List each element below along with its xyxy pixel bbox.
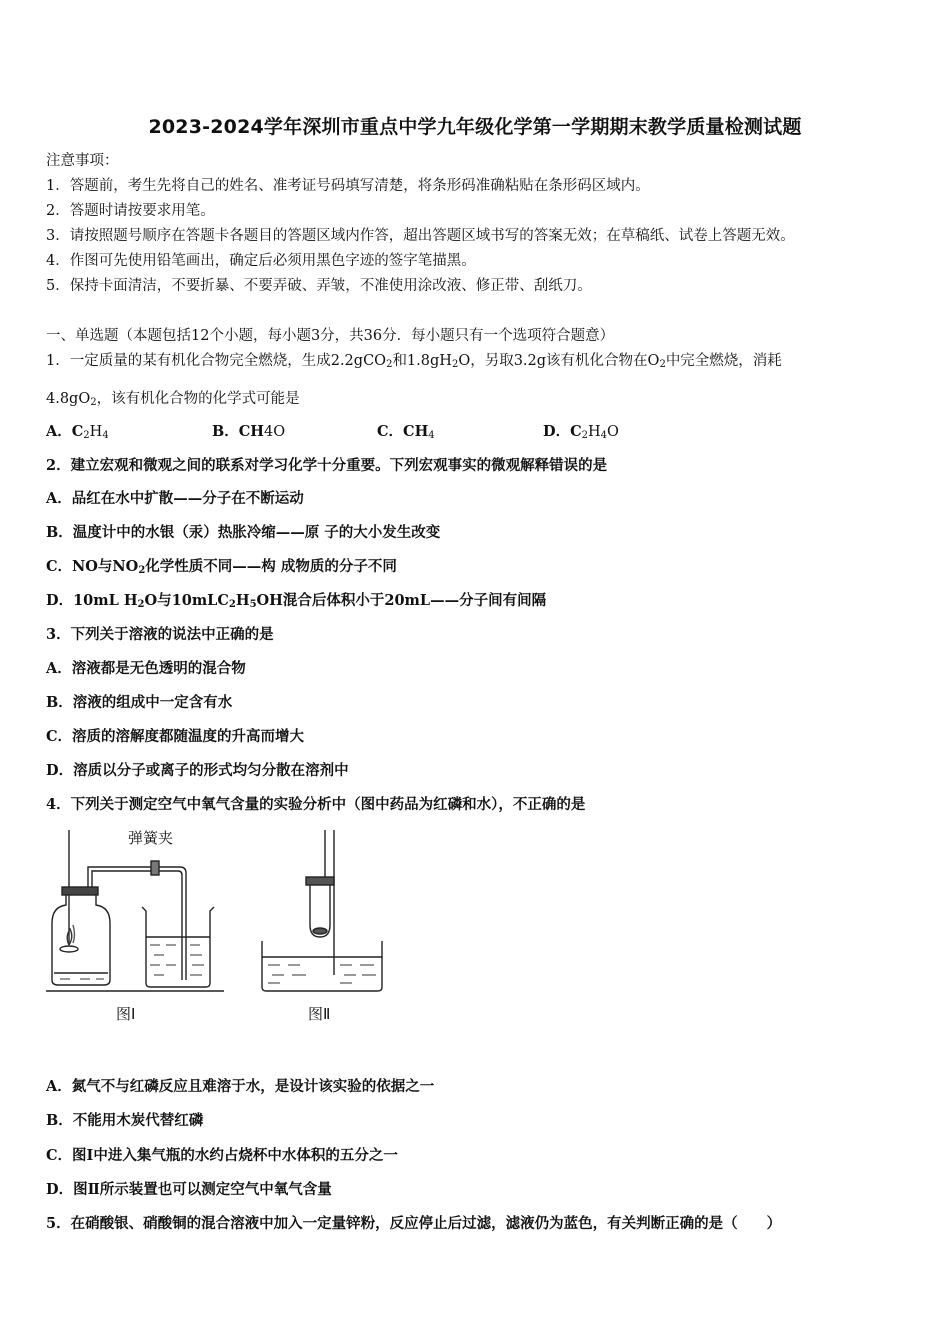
question-5-stem: 5．在硝酸银、硝酸铜的混合溶液中加入一定量锌粉，反应停止后过滤，滤液仍为蓝色，有关判断正确的是（ ）	[46, 1215, 782, 1232]
experiment-figure	[40, 825, 400, 1030]
question-3-option-a: A．溶液都是无色透明的混合物	[46, 660, 246, 677]
question-4-option-c: C．图Ⅰ中进入集气瓶的水约占烧杯中水体积的五分之一	[46, 1147, 398, 1164]
question-3-option-b: B．溶液的组成中一定含有水	[46, 694, 233, 711]
notice-item: 4．作图可先使用铅笔画出，确定后必须用黑色字迹的签字笔描黑。	[46, 253, 476, 269]
question-4-stem: 4．下列关于测定空气中氧气含量的实验分析中（图中药品为红磷和水），不正确的是	[46, 796, 586, 813]
question-2-option-d: D．10mL $H_2O$与$10mLC_2H_5OH$混合后体积小于20mL——分子间有间隔	[46, 592, 547, 610]
question-2-option-b: B．温度计中的水银（汞）热胀冷缩——原 子的大小发生改变	[46, 524, 441, 541]
notice-item: 2．答题时请按要求用笔。	[46, 203, 215, 219]
question-2-option-c: C．NO与$NO_2$化学性质不同——构 成物质的分子不同	[46, 558, 397, 576]
question-1-option-d: D．$C_2H_4O$	[543, 423, 619, 441]
figure-2-label: 图Ⅱ	[308, 1005, 331, 1023]
clip-label: 弹簧夹	[128, 829, 174, 847]
notice-heading: 注意事项：	[46, 153, 119, 169]
question-2-option-a: A．品红在水中扩散——分子在不断运动	[46, 490, 304, 507]
question-1-stem-cont: $4.8gO_2$，该有机化合物的化学式可能是	[46, 391, 300, 408]
section-heading: 一、单选题（本题包括12个小题，每小题3分，共36分．每小题只有一个选项符合题意）	[46, 328, 615, 344]
figure-1-label: 图Ⅰ	[116, 1005, 136, 1023]
page-title: 2023-2024学年深圳市重点中学九年级化学第一学期期末教学质量检测试题	[148, 116, 802, 138]
question-1-option-c: C．$CH_4$	[377, 423, 435, 441]
question-3-option-c: C．溶质的溶解度都随温度的升高而增大	[46, 728, 305, 745]
notice-item: 3．请按照题号顺序在答题卡各题目的答题区域内作答，超出答题区域书写的答案无效；在草稿纸、试卷上答题无效。	[46, 228, 795, 244]
question-3-option-d: D．溶质以分子或离子的形式均匀分散在溶剂中	[46, 762, 349, 779]
question-1-option-a: A．$C_2H_4$	[46, 423, 109, 441]
question-4-option-b: B．不能用木炭代替红磷	[46, 1112, 204, 1129]
question-2-stem: 2．建立宏观和微观之间的联系对学习化学十分重要。下列宏观事实的微观解释错误的是	[46, 457, 608, 474]
question-3-stem: 3．下列关于溶液的说法中正确的是	[46, 626, 274, 643]
notice-item: 1．答题前，考生先将自己的姓名、准考证号码填写清楚，将条形码准确粘贴在条形码区域内。	[46, 178, 650, 194]
question-4-option-a: A．氮气不与红磷反应且难溶于水，是设计该实验的依据之一	[46, 1078, 435, 1095]
question-1-stem: 1．一定质量的某有机化合物完全燃烧，生成2.2gCO$_2$和$1.8gH_2O$，另取3.2g该有机化合物在$O_2$中完全燃烧，消耗	[46, 353, 782, 370]
question-1-option-b: B．CH4O	[212, 423, 286, 440]
apparatus-diagram	[40, 825, 400, 1030]
notice-item: 5．保持卡面清洁，不要折暴、不要弄破、弄皱，不准使用涂改液、修正带、刮纸刀。	[46, 278, 592, 294]
question-4-option-d: D．图Ⅱ所示装置也可以测定空气中氧气含量	[46, 1181, 332, 1198]
